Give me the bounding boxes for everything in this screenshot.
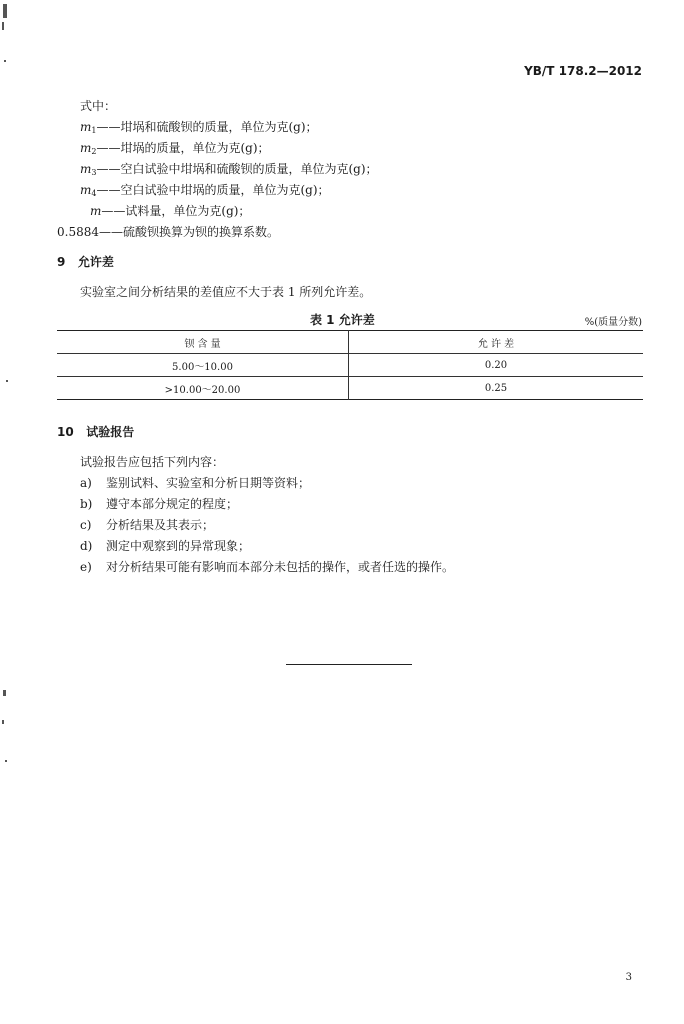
tolerance-table — [57, 330, 643, 400]
scan-speck — [4, 60, 6, 62]
symbols-intro: 式中： — [80, 99, 117, 113]
symbol-name: m — [80, 183, 92, 197]
list-item — [80, 516, 214, 533]
list-text: 分析结果及其表示； — [106, 518, 215, 532]
symbol-description: ——坩埚的质量，单位为克(g)； — [96, 141, 270, 155]
list-item — [80, 558, 454, 575]
symbol-def-m — [90, 202, 250, 219]
list-item — [80, 537, 250, 554]
symbol-subscript: 4 — [91, 189, 97, 198]
table-header-cell: 钡 含 量 — [57, 331, 349, 354]
standard-code: YB/T 178.2—2012 — [524, 64, 642, 78]
symbol-description: ——坩埚和硫酸钡的质量，单位为克(g)； — [96, 120, 318, 134]
list-text: 测定中观察到的异常现象； — [106, 539, 251, 553]
list-text: 遵守本部分规定的程度； — [106, 497, 239, 511]
symbol-description: ——空白试验中坩埚的质量，单位为克(g)； — [96, 183, 330, 197]
list-item — [80, 474, 310, 491]
page-number: 3 — [625, 972, 632, 983]
symbol-def-m3 — [80, 160, 378, 177]
section-number: 9 — [57, 255, 66, 269]
list-marker: c) — [80, 518, 92, 532]
list-text: 鉴别试料、实验室和分析日期等资料； — [106, 476, 311, 490]
table-header-row — [57, 331, 643, 354]
table-cell: 0.25 — [349, 377, 644, 400]
scan-speck — [5, 760, 7, 762]
section-title: 试验报告 — [86, 425, 135, 439]
symbol-subscript: 3 — [91, 168, 97, 177]
symbol-name: m — [80, 141, 92, 155]
table-caption: 表 1 允许差 — [310, 313, 375, 327]
symbol-subscript: 2 — [91, 147, 97, 156]
scan-speck — [2, 22, 4, 30]
list-marker: d) — [80, 539, 93, 553]
symbol-def-m4 — [80, 181, 330, 198]
table-cell: 0.20 — [349, 354, 644, 377]
end-rule — [286, 664, 412, 665]
section-title: 允许差 — [77, 255, 114, 269]
section-9-text: 实验室之间分析结果的差值应不大于表 1 所列允许差。 — [80, 285, 372, 299]
section-number: 10 — [57, 425, 74, 439]
symbol-name: m — [80, 120, 92, 134]
scan-speck — [6, 380, 8, 382]
section-10-intro: 试验报告应包括下列内容： — [80, 455, 225, 469]
symbol-description: ——试料量，单位为克(g)； — [101, 204, 251, 218]
symbol-description: ——空白试验中坩埚和硫酸钡的质量，单位为克(g)； — [96, 162, 378, 176]
table-row — [57, 377, 643, 400]
symbol-def-m1 — [80, 118, 318, 135]
scan-speck — [3, 690, 6, 696]
symbol-name: m — [80, 162, 92, 176]
list-marker: e) — [80, 560, 92, 574]
table-header-cell: 允 许 差 — [349, 331, 644, 354]
list-item — [80, 495, 238, 512]
table-row — [57, 354, 643, 377]
list-marker: b) — [80, 497, 93, 511]
conversion-factor: 0.5884——硫酸钡换算为钡的换算系数。 — [57, 225, 279, 239]
scan-speck — [3, 4, 7, 18]
table-cell: >10.00～20.00 — [57, 377, 349, 400]
list-marker: a) — [80, 476, 92, 490]
symbol-def-m2 — [80, 139, 270, 156]
table-cell: 5.00～10.00 — [57, 354, 349, 377]
section-9-heading — [57, 253, 114, 270]
symbol-name: m — [90, 204, 102, 218]
section-10-heading — [57, 423, 134, 440]
scan-speck — [2, 720, 4, 724]
symbol-subscript: 1 — [91, 126, 97, 135]
table-unit: %(质量分数) — [584, 317, 642, 328]
list-text: 对分析结果可能有影响而本部分未包括的操作，或者任选的操作。 — [106, 560, 455, 574]
